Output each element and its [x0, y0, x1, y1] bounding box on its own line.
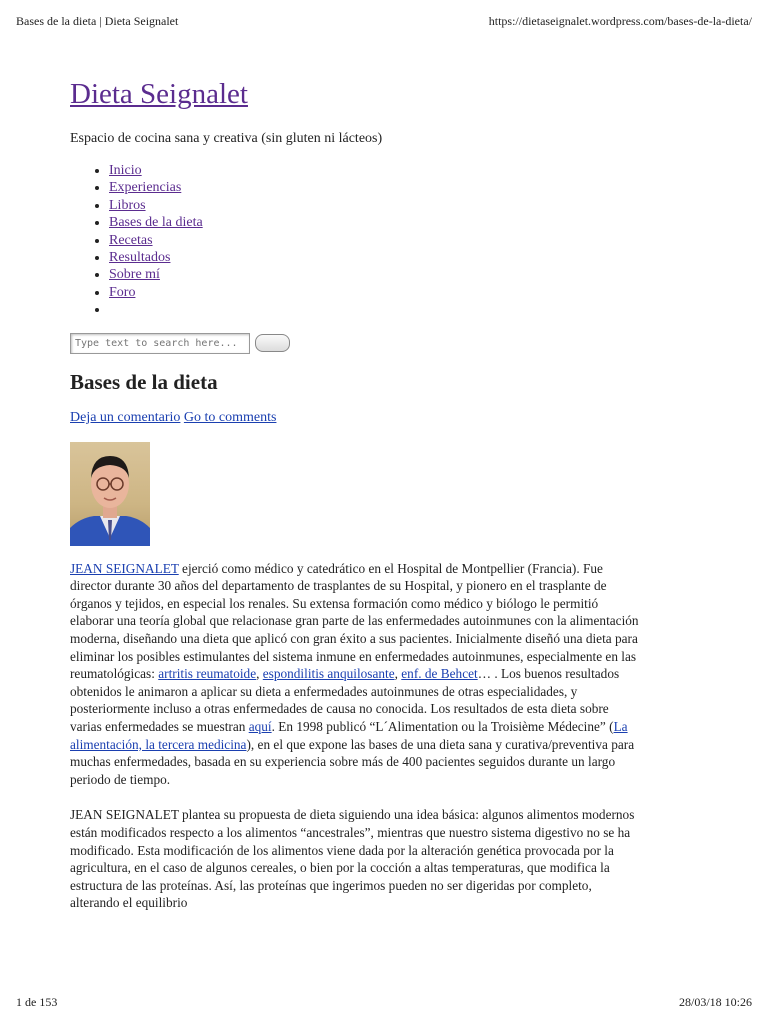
paragraph-1-text-a: ejerció como médico y catedrático en el Hospital de Montpellier (Francia). Fue director durante 30 años del departamento de trasplantes de su Hospital, y pionero en el trasplante de órganos y tejidos, en especial los renales. Su extensa formación como médico y biólogo le permitió elaborar una teoría global que relacionase gran parte de las enfermedades autoinmunes con la alimentación moderna, diseñando una dieta que aplicó con gran éxito a sus pacientes. Inicialmente diseñó una dieta para eliminar los posibles estimulantes del sistema inmune en enfermedades autoinmunes, especialmente en las reumatológicas:	[70, 560, 639, 682]
paragraph-1-text-d: ), en el que expone las bases de una dieta sana y curativa/preventiva para muchas enfermedades, basada en su experiencia sobre más de 400 pacientes seguidos durante un largo periodo de tiempo.	[70, 736, 635, 787]
nav-link-resultados[interactable]: Resultados	[109, 250, 171, 266]
article-paragraph-2: JEAN SEIGNALET plantea su propuesta de dieta siguiendo una idea básica: algunos alimentos modernos están modificados respecto a los alimentos “ancestrales”, mientras que nuestro sistema digestivo no se ha modificado. Esta modificación de los alimentos viene dada por la alteración genética provocada por la agricultura, en el caso de algunos cereales, o bien por la cocción a altas temperaturas, que modifica la estructura de las proteínas. Así, las proteínas que ingerimos pueden no ser digeridas por completo, alterando el equilibrio	[70, 807, 635, 911]
paragraph-1-text-b: … . Los buenos resultados obtenidos le animaron a aplicar su dieta a enfermedades autoinmunes de otras especialidades, y posteriormente incluso a otras enfermedades de causa no conocida. Los resultados de esta dieta sobre varias enfermedades se muestran	[70, 666, 620, 734]
nav-link-experiencias[interactable]: Experiencias	[109, 180, 182, 196]
article-paragraph-1	[70, 560, 640, 789]
separator-2: ,	[394, 666, 402, 682]
nav-item-foro	[109, 284, 640, 301]
site-title-link[interactable]: Dieta Seignalet	[70, 78, 248, 110]
author-link[interactable]: JEAN SEIGNALET	[70, 560, 179, 576]
nav-link-inicio[interactable]: Inicio	[109, 163, 142, 178]
nav-link-foro[interactable]: Foro	[109, 284, 136, 300]
main-nav	[70, 162, 640, 319]
nav-item-bases	[109, 214, 640, 231]
author-photo	[70, 442, 150, 546]
print-header-title: Bases de la dieta | Dieta Seignalet	[16, 14, 179, 28]
nav-item-resultados	[109, 249, 640, 266]
go-to-comments-link[interactable]: Go to comments	[183, 409, 277, 425]
author-portrait-image	[70, 442, 150, 546]
nav-item-recetas	[109, 232, 640, 249]
print-header-url: https://dietaseignalet.wordpress.com/bases-de-la-dieta/	[488, 14, 752, 28]
nav-link-bases[interactable]: Bases de la dieta	[109, 215, 203, 231]
comment-links	[70, 410, 640, 426]
print-footer-page: 1 de 153	[16, 995, 58, 1009]
espondilitis-link[interactable]: espondilitis anquilosante	[262, 666, 395, 682]
nav-item-empty	[109, 301, 640, 318]
print-footer	[16, 995, 752, 1010]
nav-item-inicio	[109, 162, 640, 179]
search-input[interactable]	[70, 333, 250, 354]
behcet-link[interactable]: enf. de Behcet	[401, 666, 478, 682]
article-body	[70, 560, 640, 912]
page-title: Bases de la dieta	[70, 369, 218, 394]
paragraph-1-text-c: . En 1998 publicó “L´Alimentation ou la Troisième Médecine” (	[271, 719, 614, 734]
nav-item-experiencias	[109, 179, 640, 196]
nav-link-sobre-mi[interactable]: Sobre mí	[109, 267, 160, 283]
nav-link-libros[interactable]: Libros	[109, 197, 146, 213]
search-form	[70, 333, 640, 354]
print-header	[16, 14, 752, 29]
nav-item-libros	[109, 197, 640, 214]
page-content	[70, 76, 640, 930]
results-here-link[interactable]: aquí	[248, 719, 272, 734]
leave-comment-link[interactable]: Deja un comentario	[70, 409, 181, 425]
artritis-link[interactable]: artritis reumatoide	[158, 666, 257, 682]
nav-link-recetas[interactable]: Recetas	[109, 232, 153, 248]
search-button[interactable]	[255, 334, 290, 352]
separator-1: ,	[256, 666, 263, 682]
site-tagline: Espacio de cocina sana y creativa (sin gluten ni lácteos)	[70, 131, 383, 146]
book-link[interactable]: La alimentación, la tercera medicina	[70, 719, 628, 752]
nav-item-sobre-mi	[109, 266, 640, 283]
print-footer-datetime: 28/03/18 10:26	[678, 995, 752, 1009]
